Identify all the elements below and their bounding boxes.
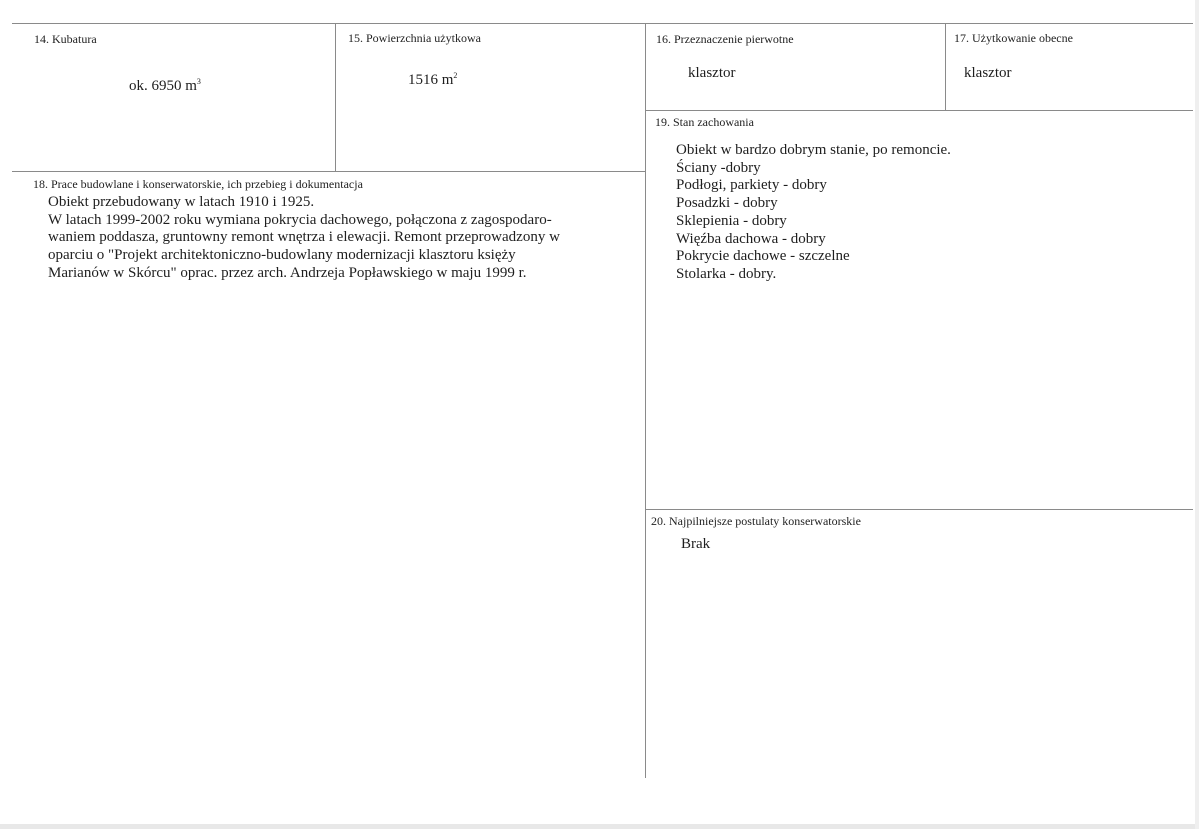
field-label-prace: 18. Prace budowlane i konserwatorskie, ich przebieg i dokumentacja — [33, 177, 363, 191]
stan-line: Posadzki - dobry — [676, 195, 778, 212]
scan-edge-right — [1195, 0, 1199, 829]
stan-line: Ściany -dobry — [676, 159, 761, 176]
scan-edge-bottom — [0, 824, 1199, 829]
stan-line: Stolarka - dobry. — [676, 265, 777, 282]
field-label-stan: 19. Stan zachowania — [655, 115, 754, 129]
field-value-powierzchnia — [408, 71, 457, 89]
stan-line: Pokrycie dachowe - szczelne — [676, 248, 850, 265]
prace-line: Marianów w Skórcu" oprac. przez arch. Andrzeja Popławskiego w maju 1999 r. — [48, 264, 527, 281]
field-value-postulaty: Brak — [681, 536, 711, 552]
stan-line: Obiekt w bardzo dobrym stanie, po remoncie. — [676, 142, 951, 158]
field-label-uzytkowanie: 17. Użytkowanie obecne — [954, 31, 1073, 45]
field-label-powierzchnia: 15. Powierzchnia użytkowa — [348, 31, 481, 45]
kubatura-number: ok. 6950 m — [129, 78, 197, 94]
prace-line: W latach 1999-2002 roku wymiana pokrycia dachowego, połączona z zagospodaro- — [48, 211, 552, 228]
stan-line: Sklepienia - dobry — [676, 212, 787, 229]
top-border — [12, 23, 1193, 24]
powierzchnia-unit-exponent: 2 — [453, 71, 458, 80]
field-value-przeznaczenie: klasztor — [688, 65, 736, 81]
stan-line: Więźba dachowa - dobry — [676, 230, 826, 247]
prace-line: Obiekt przebudowany w latach 1910 i 1925. — [48, 194, 315, 210]
prace-line: oparciu o "Projekt architektoniczno-budowlany modernizacji klasztoru księży — [48, 247, 516, 264]
field-value-kubatura — [129, 77, 201, 95]
divider-15-16 — [645, 23, 646, 778]
stan-line: Podłogi, parkiety - dobry — [676, 177, 827, 194]
kubatura-unit-exponent: 3 — [196, 77, 201, 86]
field-value-uzytkowanie: klasztor — [964, 65, 1012, 81]
divider-16-19 — [645, 110, 1193, 111]
field-value-stan — [676, 142, 951, 284]
divider-16-17 — [945, 23, 946, 110]
divider-14-15 — [335, 23, 336, 171]
prace-line: waniem poddasza, gruntowny remont wnętrza i elewacji. Remont przeprowadzony w — [48, 229, 560, 246]
field-label-postulaty: 20. Najpilniejsze postulaty konserwatorskie — [651, 514, 861, 528]
divider-19-20 — [645, 509, 1193, 510]
field-value-prace — [48, 194, 560, 283]
powierzchnia-number: 1516 m — [408, 72, 454, 88]
divider-14-18 — [12, 171, 645, 172]
field-label-przeznaczenie: 16. Przeznaczenie pierwotne — [656, 32, 794, 46]
field-label-kubatura: 14. Kubatura — [34, 32, 97, 46]
